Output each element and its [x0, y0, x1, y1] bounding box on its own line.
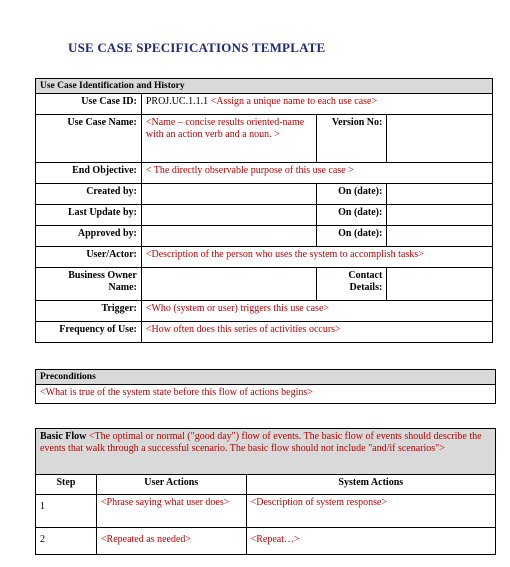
last-update-label: Last Update by:: [36, 205, 142, 226]
user-actor-cell[interactable]: <Description of the person who uses the system to accomplish tasks>: [141, 247, 492, 268]
version-value[interactable]: [387, 115, 493, 163]
col-user-actions-header: User Actions: [96, 475, 246, 495]
preconditions-table: [35, 369, 496, 404]
created-by-label: Created by:: [36, 184, 142, 205]
frequency-cell[interactable]: <How often does this series of activities occurs>: [141, 322, 492, 343]
basic-flow-table: [35, 428, 496, 555]
trigger-cell[interactable]: <Who (system or user) triggers this use case>: [141, 301, 492, 322]
approved-by-label: Approved by:: [36, 226, 142, 247]
step-cell[interactable]: 1: [36, 495, 97, 528]
step-cell[interactable]: 2: [36, 528, 97, 555]
contact-value[interactable]: [387, 268, 493, 301]
business-owner-label: Business Owner Name:: [36, 268, 142, 301]
basic-flow-label: Basic Flow: [40, 431, 87, 442]
updated-on-label: On (date):: [317, 205, 387, 226]
end-objective-cell[interactable]: < The directly observable purpose of this use case >: [141, 163, 492, 184]
system-action-cell[interactable]: <Description of system response>: [246, 495, 495, 528]
col-system-actions-header: System Actions: [246, 475, 495, 495]
system-action-cell[interactable]: <Repeat…>: [246, 528, 495, 555]
identification-table: [35, 78, 493, 343]
created-by-value[interactable]: [141, 184, 317, 205]
frequency-label: Frequency of Use:: [36, 322, 142, 343]
user-actor-label: User/Actor:: [36, 247, 142, 268]
use-case-name-label: Use Case Name:: [36, 115, 142, 163]
user-action-cell[interactable]: <Phrase saying what user does>: [96, 495, 246, 528]
created-on-label: On (date):: [317, 184, 387, 205]
approved-on-value[interactable]: [387, 226, 493, 247]
use-case-id-hint: <Assign a unique name to each use case>: [210, 96, 378, 107]
use-case-id-label: Use Case ID:: [36, 94, 142, 115]
table-row: [36, 528, 496, 555]
use-case-id-cell[interactable]: [141, 94, 492, 115]
identification-header: Use Case Identification and History: [36, 79, 493, 94]
user-action-cell[interactable]: <Repeated as needed>: [96, 528, 246, 555]
preconditions-cell[interactable]: <What is true of the system state before this flow of actions begins>: [36, 385, 496, 404]
table-row: [36, 495, 496, 528]
last-update-value[interactable]: [141, 205, 317, 226]
basic-flow-hint: <The optimal or normal ("good day") flow of events. The basic flow of events should describe the events that walk through a successful scenario. The basic flow should not include "and/if scenarios">: [40, 431, 482, 454]
end-objective-label: End Objective:: [36, 163, 142, 184]
version-label: Version No:: [317, 115, 387, 163]
page-title: USE CASE SPECIFICATIONS TEMPLATE: [68, 40, 326, 55]
use-case-id-value: PROJ.UC.1.1.1: [145, 96, 209, 107]
preconditions-header: Preconditions: [36, 370, 496, 385]
created-on-value[interactable]: [387, 184, 493, 205]
approved-by-value[interactable]: [141, 226, 317, 247]
approved-on-label: On (date):: [317, 226, 387, 247]
use-case-name-cell[interactable]: <Name – concise results oriented-name with an action verb and a noun. >: [141, 115, 317, 163]
updated-on-value[interactable]: [387, 205, 493, 226]
business-owner-value[interactable]: [141, 268, 317, 301]
col-step-header: Step: [36, 475, 97, 495]
basic-flow-header: [36, 429, 496, 475]
contact-label: Contact Details:: [317, 268, 387, 301]
trigger-label: Trigger:: [36, 301, 142, 322]
